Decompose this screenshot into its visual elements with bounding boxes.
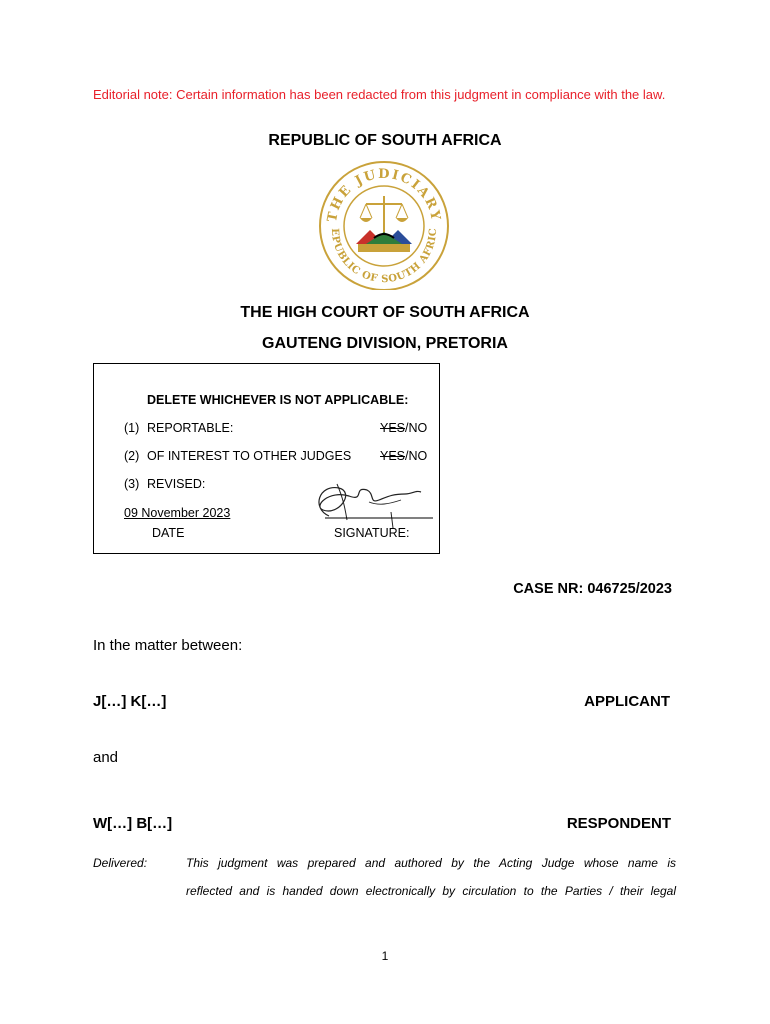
- date-label: DATE: [152, 526, 185, 540]
- item-reportable-number: (1): [124, 421, 140, 435]
- handwritten-signature: [309, 476, 434, 528]
- slash: /: [405, 421, 409, 435]
- signature-label: SIGNATURE:: [334, 526, 410, 540]
- svg-text:REPUBLIC OF SOUTH AFRICA: EPUBLIC OF SOUTH AFRIC: [328, 227, 440, 286]
- item-reportable-label: REPORTABLE:: [147, 421, 234, 435]
- delivered-label: Delivered:: [93, 856, 148, 870]
- case-number: CASE NR: 046725/2023: [513, 581, 672, 597]
- reportable-box: [93, 363, 440, 554]
- item-revised-label: REVISED:: [147, 477, 206, 491]
- respondent-role: RESPONDENT: [566, 815, 671, 832]
- applicant-role: APPLICANT: [584, 693, 670, 710]
- yes-struck: YES: [380, 449, 406, 463]
- item-interest-number: (2): [124, 449, 140, 463]
- court-name: THE HIGH COURT OF SOUTH AFRICA: [240, 304, 530, 321]
- delivered-line-1: This judgment was prepared and authored by the Acting Judge whose name is: [186, 856, 676, 870]
- slash: /: [405, 449, 409, 463]
- box-heading: DELETE WHICHEVER IS NOT APPLICABLE:: [147, 393, 409, 407]
- delivered-line-2: reflected and is handed down electronically by circulation to the Parties / their legal: [186, 884, 676, 898]
- no-answer: NO: [408, 421, 428, 435]
- editorial-note: Editorial note: Certain information has been redacted from this judgment in compliance with the law.: [93, 87, 666, 102]
- item-revised-number: (3): [124, 477, 140, 491]
- matter-between: In the matter between:: [93, 637, 243, 654]
- item-reportable-answer: [380, 421, 427, 435]
- date-value: 09 November 2023: [124, 506, 231, 520]
- no-answer: NO: [408, 449, 428, 463]
- respondent-name: W[…] B[…]: [93, 815, 173, 832]
- and-text: and: [93, 749, 119, 766]
- item-interest-label: OF INTEREST TO OTHER JUDGES: [147, 449, 352, 463]
- republic-heading: REPUBLIC OF SOUTH AFRICA: [268, 132, 502, 149]
- applicant-name: J[…] K[…]: [93, 693, 167, 710]
- page-number: 1: [381, 949, 389, 963]
- yes-struck: YES: [380, 421, 406, 435]
- svg-text:THE JUDICIARY: THE JUDICIARY: [324, 166, 444, 224]
- division-name: GAUTENG DIVISION, PRETORIA: [262, 335, 508, 352]
- item-interest-answer: [380, 449, 427, 463]
- judiciary-seal-logo: [314, 160, 454, 290]
